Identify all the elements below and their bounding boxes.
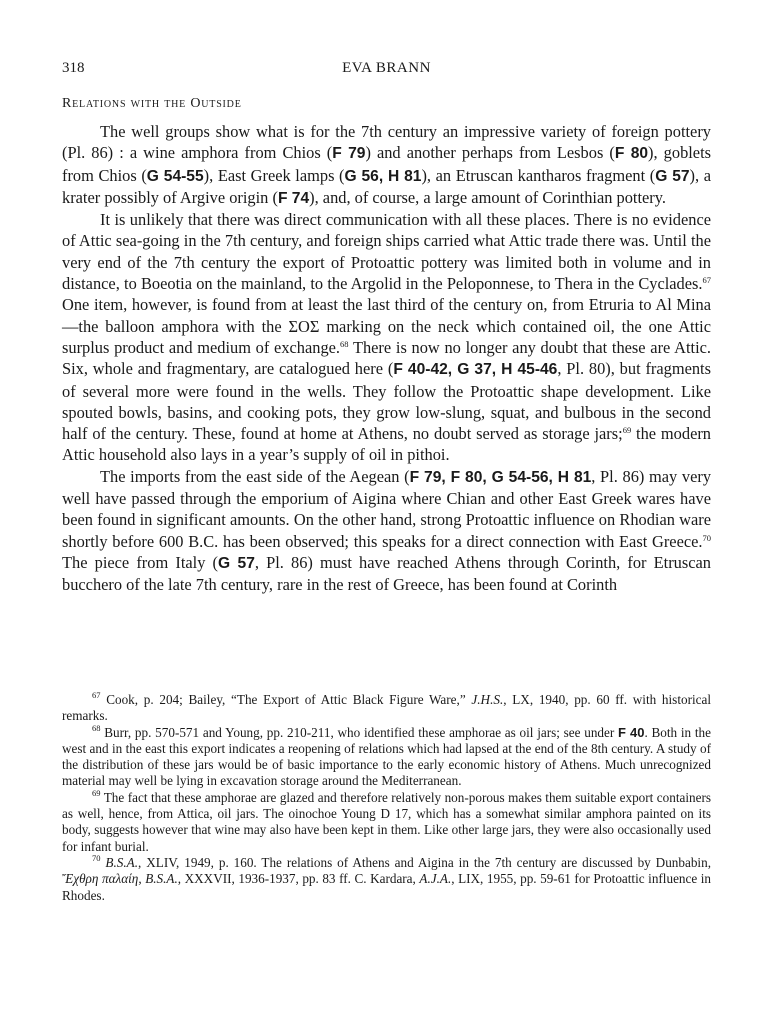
paragraph-3: The imports from the east side of the Aegean (F 79, F 80, G 54-56, H 81, Pl. 86) may very well have passed through the emporium of Aigina where Chian and other East Greek wares have been found in significant amounts. On the other hand, strong Protoattic influence on Rhodian ware shortly before 600 B.C. has been observed; this speaks for a direct connection with East Greece.$^{70}$ The piece from Italy (G 57, Pl. 86) must have reached Athens through Corinth, for Etruscan bucchero of the late 7th century, rare in the rest of Greece, has been found at Corinth — [62, 466, 712, 595]
section-heading: Relations with the Outside — [62, 96, 242, 111]
footnote-ref[interactable]: 69 — [622, 425, 632, 436]
paragraph-1: The well groups show what is for the 7th century an impressive variety of foreign pottery (Pl. 86) : a wine amphora from Chios (F 79) and another perhaps from Lesbos (F 80), goblets from Chios (G 54-55), East Greek lamps (G 56, H 81), an Etruscan kantharos fragment (G 57), a krater possibly of Argive origin (F 74), and, of course, a large amount of Corinthian pottery. — [62, 122, 712, 207]
footnote-number: 70 — [92, 852, 101, 863]
footnote-number: 69 — [92, 787, 101, 798]
paragraph-2: It is unlikely that there was direct communication with all these places. There is no evidence of Attic sea-going in the 7th century, and foreign ships carried what Attic trade there was. Until the very end of the 7th century the export of Protoattic pottery was limited both in volume and in distance, to Boeotia on the mainland, to the Argolid in the Peloponnese, to Thera in the Cyclades.$^{67}$ One item, however, is found from at least the last third of the century on, from Etruria to Al Mina—the balloon amphora with the ΣΟΣ marking on the neck which contained oil, the one Attic surplus product and medium of exchange.$^{68}$ There is now no longer any doubt that these are Attic. Six, whole and fragmentary, are catalogued here (F 40-42, G 37, H 45-46, Pl. 80), but fragments of several more were found in the wells. They follow the Protoattic shape development. Like spouted bowls, basins, and cooking pots, they grow low-slung, squat, and bulbous in the second half of the century. These, found at home at Athens, no doubt served as storage jars;$^{69}$ the modern Attic household also lays in a year’s supply of oil in pithoi. — [62, 210, 711, 465]
footnote-70: $^{70}$ B.S.A., XLIV, 1949, p. 160. The relations of Athens and Aigina in the 7th century are discussed by Dunbabin, Ἔχθρη παλαίη, B.S.A., XXXVII, 1936-1937, pp. 83 ff. C. Kardara, A.J.A., LIX, 1955, pp. 59-61 for Protoattic influence in Rhodes. — [62, 852, 712, 903]
footnote-number: 68 — [92, 722, 101, 733]
footnote-69: $^{69}$ The fact that these amphorae are glazed and therefore relatively non-porous makes them suitable export containers as well, hence, from Attica, oil jars. The oinochoe Young D 17, which has a somewhat similar amphora painted on its body, suggests however that wine may also have been kept in them. Like other large jars, they were also occasionally used for infant burial. — [62, 787, 711, 854]
footnote-67: $^{67}$ Cook, p. 204; Bailey, “The Export of Attic Black Figure Ware,” J.H.S., LX, 1940, pp. 60 ff. with historical remarks. — [62, 690, 712, 724]
running-head: EVA BRANN — [342, 60, 431, 76]
footnote-ref[interactable]: 68 — [340, 338, 349, 349]
footnote-ref[interactable]: 67 — [702, 275, 711, 286]
footnotes — [62, 692, 711, 904]
footnote-68: $^{68}$ Burr, pp. 570-571 and Young, pp. 210-211, who identified these amphorae as oil jars; see under F 40. Both in the west and in the east this export indicates a reopening of relations which had lapsed at the end of the 8th century. A study of the distribution of these jars would be of basic importance to the early economic history of Athens. Much unrecognized material may well be lying in excavation storage around the Mediterranean. — [62, 722, 712, 789]
footnote-ref[interactable]: 70 — [702, 532, 711, 543]
page-number: 318 — [62, 60, 85, 76]
body-text — [62, 121, 711, 596]
footnote-number: 67 — [92, 690, 101, 700]
